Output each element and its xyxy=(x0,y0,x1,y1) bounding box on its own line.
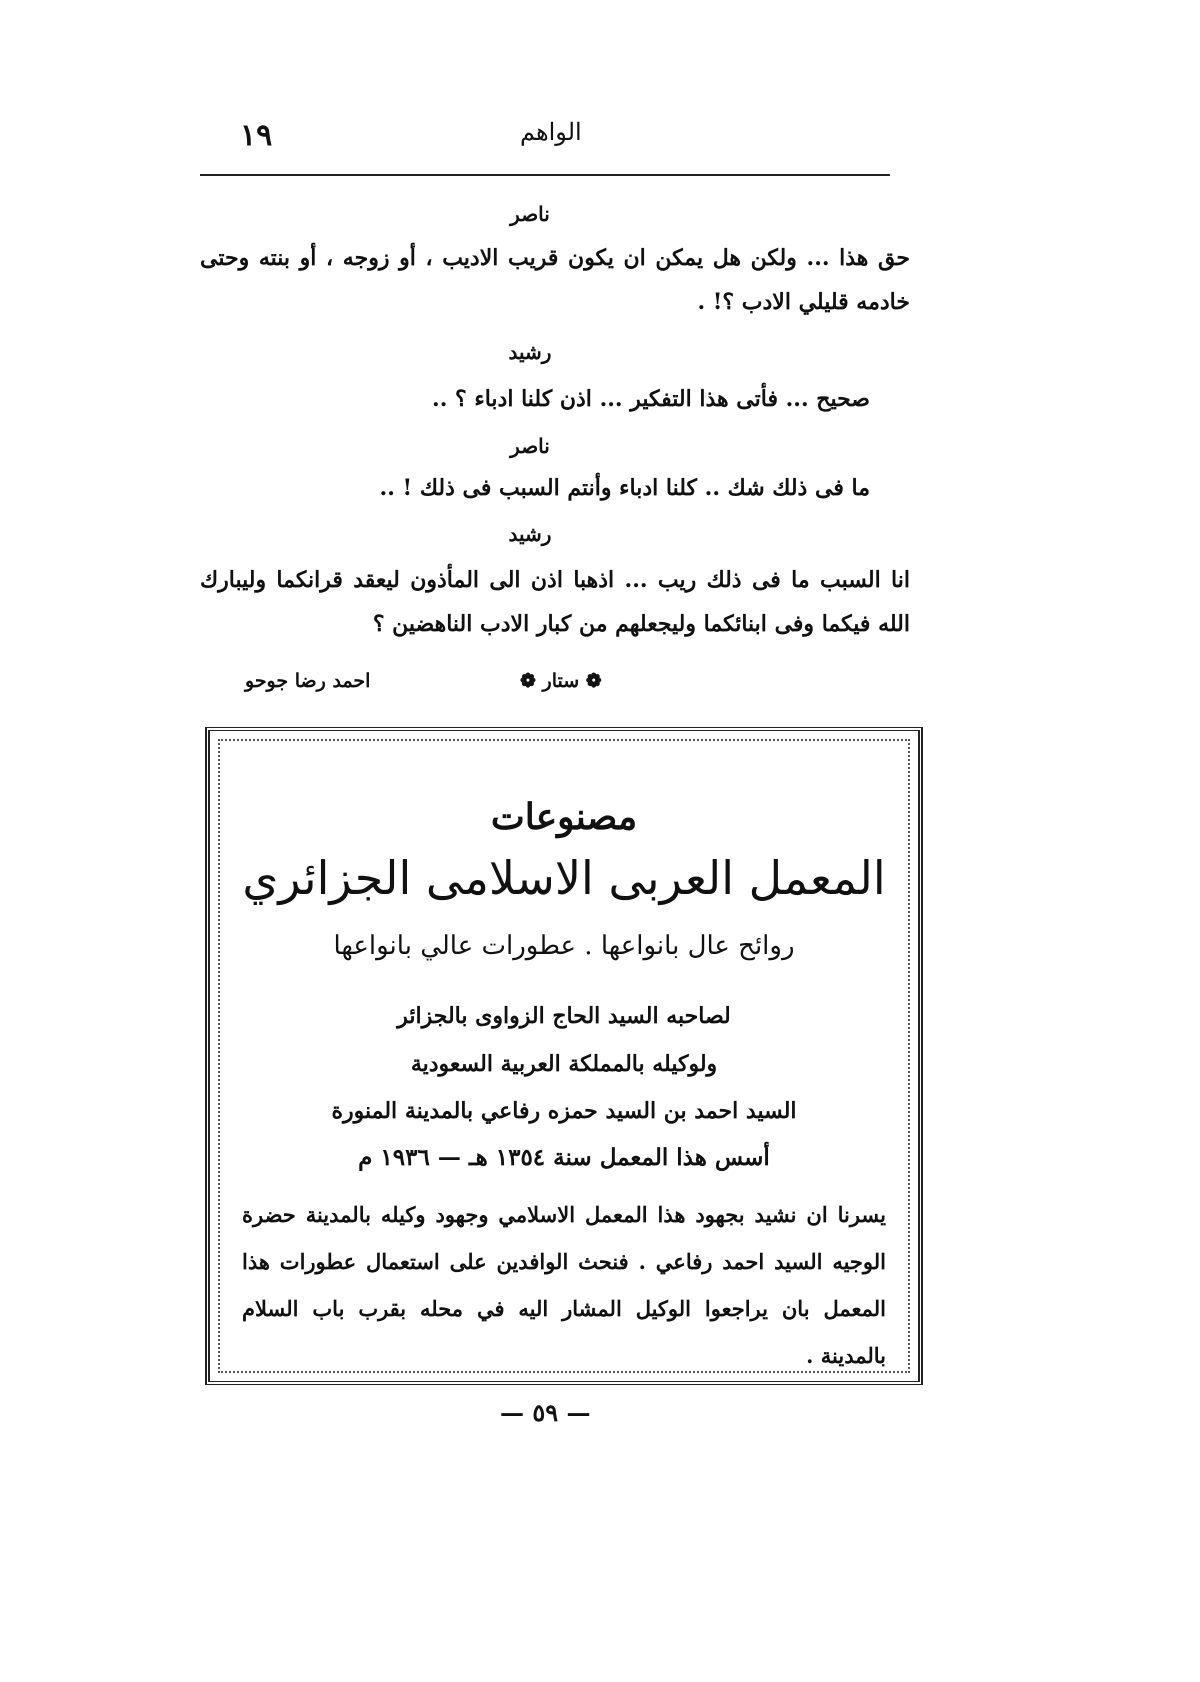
dialogue-text: صحيح ... فأتى هذا التفكير ... اذن كلنا ادباء ؟ .. xyxy=(432,386,870,412)
curtain-mark: ❁ ستار ❁ xyxy=(520,670,602,692)
speaker-name: ناصر xyxy=(510,434,550,458)
header-rule xyxy=(200,174,890,176)
advertisement-box xyxy=(205,727,923,1385)
ad-company-name: المعمل العربى الاسلامى الجزائري xyxy=(242,851,886,905)
ad-agent-line: ولوكيله بالمملكة العربية السعودية xyxy=(410,1051,718,1077)
ad-owner: لصاحبه السيد الحاج الزواوى بالجزائر xyxy=(397,1003,731,1029)
running-title: الواهم xyxy=(520,118,582,146)
ad-products: روائح عال بانواعها . عطورات عالي بانواعها xyxy=(333,931,795,961)
speaker-name: رشيد xyxy=(508,340,552,364)
footer-page-number: — ٥٩ — xyxy=(500,1398,591,1427)
speaker-name: رشيد xyxy=(508,522,552,546)
author-signature: احمد رضا جوحو xyxy=(245,670,371,692)
ad-founded: أسس هذا المعمل سنة ١٣٥٤ هـ — ١٩٣٦ م xyxy=(358,1144,770,1171)
ad-body: يسرنا ان نشيد بجهود هذا المعمل الاسلامي وجهود وكيله بالمدينة حضرة الوجيه السيد احمد رفاعي . فنحث الوافدين على استعمال عطورات هذا المعمل بان يراجعوا الوكيل المشار اليه في محله بقرب باب السلام بالمدينة . xyxy=(242,1202,886,1368)
advertisement-inner-border xyxy=(218,739,910,1373)
ad-title: مصنوعات xyxy=(490,796,638,838)
dialogue-text: ما فى ذلك شك .. كلنا ادباء وأنتم السبب فى ذلك ! .. xyxy=(379,475,870,501)
dialogue-text: انا السبب ما فى ذلك ريب ... اذهبا اذن الى المأذون ليعقد قرانكما وليبارك الله فيكما وفى ابنائكما وليجعلهم من كبار الادب الناهضين ؟ xyxy=(200,567,910,637)
dialogue-text: حق هذا ... ولكن هل يمكن ان يكون قريب الاديب ، أو زوجه ، أو بنته وحتى خادمه قليلي الادب ؟! . xyxy=(200,245,910,315)
ad-agent-name: السيد احمد بن السيد حمزه رفاعي بالمدينة المنورة xyxy=(331,1098,797,1124)
speaker-name: ناصر xyxy=(510,202,550,226)
page-number: ١٩ xyxy=(240,118,273,153)
